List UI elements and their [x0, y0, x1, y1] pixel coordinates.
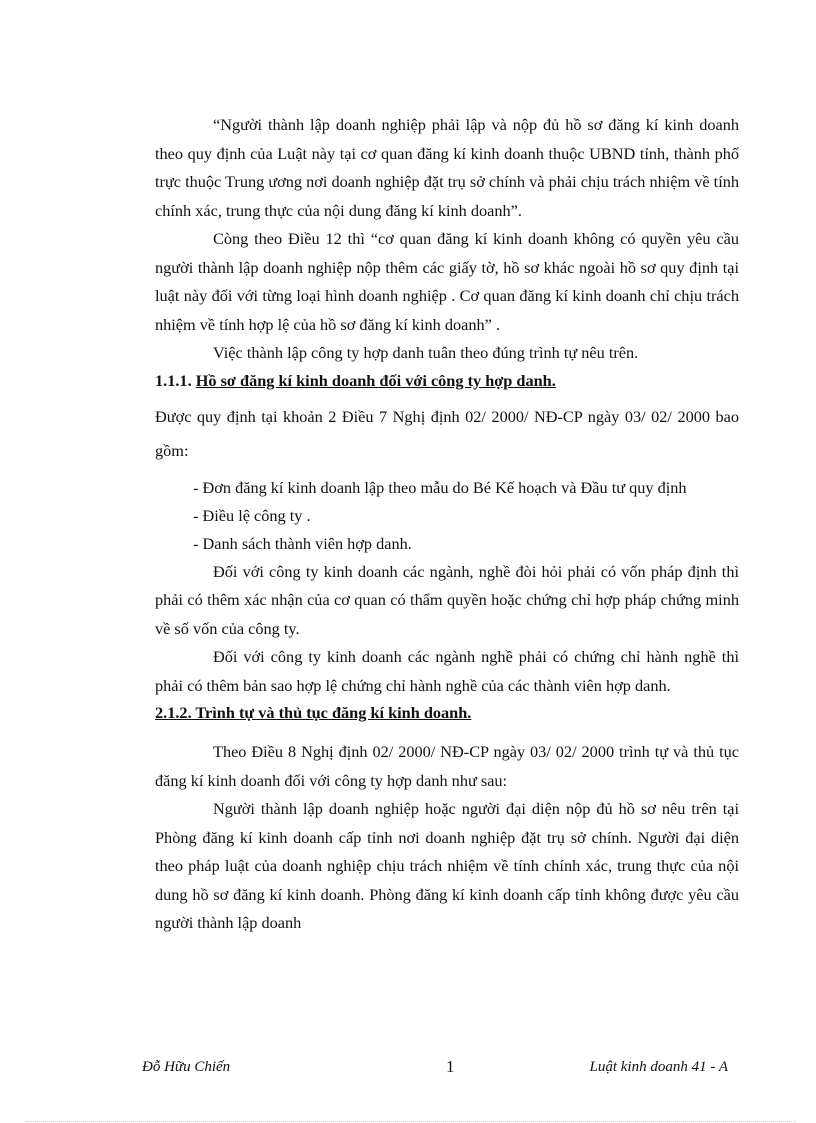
- page-footer: [142, 1057, 728, 1081]
- list-item-application-form: - Đơn đăng kí kinh doanh lập theo mẫu do Bé Kế hoạch và Đầu tư quy định: [193, 477, 687, 497]
- footer-page-number: 1: [446, 1057, 455, 1076]
- list-item-partner-list: - Danh sách thành viên hợp danh.: [193, 533, 412, 553]
- paragraph-article-12: Còng theo Điều 12 thì “cơ quan đăng kí kinh doanh không có quyền yêu cầu người thành lập doanh nghiệp nộp thêm các giấy tờ, hồ sơ khác ngoài hồ sơ quy định tại luật này đối với từng loại hình doanh nghiệp . Cơ quan đăng kí kinh doanh chỉ chịu trách nhiệm về tính hợp lệ của hồ sơ đăng kí kinh doanh” .: [155, 229, 739, 334]
- section-heading-2: 2.1.2. Trình tự và thủ tục đăng kí kinh doanh.: [155, 703, 472, 722]
- footer-author: Đỗ Hữu Chiến: [142, 1059, 231, 1075]
- paragraph-decree-article-8: Theo Điều 8 Nghị định 02/ 2000/ NĐ-CP ngày 03/ 02/ 2000 trình tự và thủ tục đăng kí kinh doanh đối với công ty hợp danh như sau:: [155, 742, 739, 790]
- list-item-charter: - Điều lệ công ty .: [193, 505, 311, 525]
- section-heading-1-number: 1.1.1.: [155, 370, 192, 390]
- page-bottom-divider: [26, 1121, 796, 1122]
- footer-course: Luật kinh doanh 41 - A: [589, 1059, 728, 1075]
- paragraph-submission: Người thành lập doanh nghiệp hoặc người đại diện nộp đủ hồ sơ nêu trên tại Phòng đăng kí kinh doanh cấp tỉnh nơi doanh nghiệp đặt trụ sở chính. Người đại diện theo pháp luật của doanh nghiệp chịu trách nhiệm về tính chính xác, trung thực của nội dung hồ sơ đăng kí kinh doanh. Phòng đăng kí kinh doanh cấp tỉnh không được yêu cầu người thành lập doanh: [155, 799, 739, 932]
- section-heading-1: [155, 368, 739, 394]
- document-body: [155, 111, 739, 938]
- paragraph-quote-law: “Người thành lập doanh nghiệp phải lập và nộp đủ hồ sơ đăng kí kinh doanh theo quy định của Luật này tại cơ quan đăng kí kinh doanh thuộc UBND tỉnh, thành phố trực thuộc Trung ương nơi doanh nghiệp đặt trụ sở chính và phải chịu trách nhiệm về tính chính xác, trung thực của nội dung đăng kí kinh doanh”.: [155, 115, 739, 220]
- paragraph-legal-capital: Đối với công ty kinh doanh các ngành, nghề đòi hỏi phải có vốn pháp định thì phải có thêm xác nhận của cơ quan có thẩm quyền hoặc chứng chỉ hợp pháp chứng minh về số vốn của công ty.: [155, 561, 739, 638]
- paragraph-intro-decree: Được quy định tại khoản 2 Điều 7 Nghị định 02/ 2000/ NĐ-CP ngày 03/ 02/ 2000 bao gồm:: [155, 406, 739, 460]
- section-heading-1-title: Hồ sơ đăng kí kinh doanh đối với công ty hợp danh.: [195, 370, 556, 390]
- paragraph-establishment: Việc thành lập công ty hợp danh tuân theo đúng trình tự nêu trên.: [213, 343, 639, 362]
- paragraph-practice-certificate: Đối với công ty kinh doanh các ngành nghề phải có chứng chỉ hành nghề thì phải có thêm bản sao hợp lệ chứng chỉ hành nghề của các thành viên hợp danh.: [155, 647, 739, 695]
